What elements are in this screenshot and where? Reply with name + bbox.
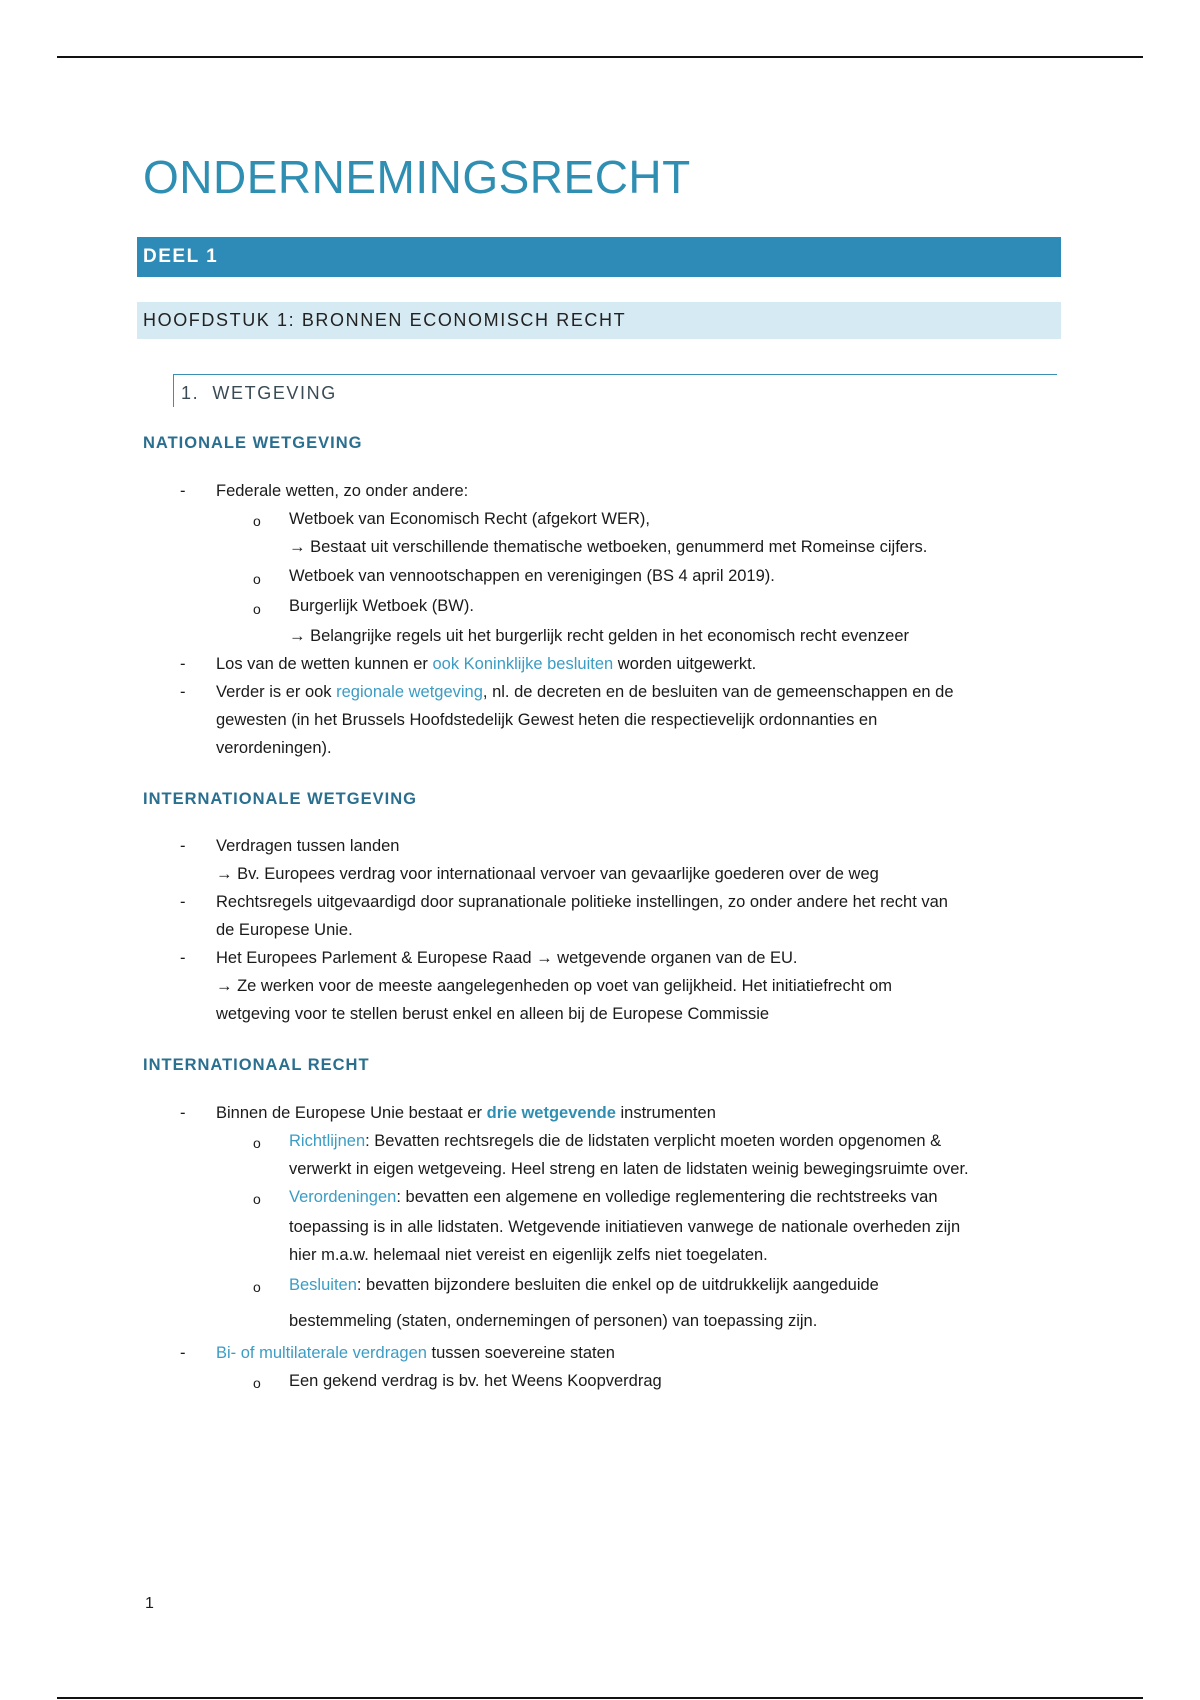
list-item [289, 1132, 941, 1151]
list-item [289, 1276, 879, 1295]
list-item [216, 1344, 615, 1363]
list-item: Wetboek van Economisch Recht (afgekort WER), [289, 510, 651, 528]
bullet-dash: - [180, 837, 186, 855]
bottom-rule [57, 1697, 1143, 1699]
chapter-heading: HOOFDSTUK 1: BRONNEN ECONOMISCH RECHT [137, 302, 1061, 339]
text-run: , nl. de decreten en de besluiten van de gemeenschappen en de [482, 683, 954, 701]
highlight-text: drie wetgevende [486, 1104, 616, 1122]
highlight-text: Besluiten [289, 1276, 357, 1294]
highlight-text: ook Koninklijke besluiten [432, 655, 614, 673]
list-item-continuation: de Europese Unie. [216, 921, 353, 939]
list-item: Federale wetten, zo onder andere: [216, 482, 469, 500]
list-item [289, 1188, 938, 1207]
section-heading [173, 374, 1057, 407]
list-item-continuation: gewesten (in het Brussels Hoofdstedelijk Gewest heten die respectievelijk ordonnanties en [216, 711, 878, 729]
section-number: 1. [181, 383, 200, 403]
text-run: worden uitgewerkt. [613, 655, 757, 673]
text-run: Los van de wetten kunnen er [216, 655, 433, 673]
bullet-circle: o [253, 1135, 261, 1151]
list-item-continuation: → Bv. Europees verdrag voor internationaal vervoer van gevaarlijke goederen over de weg [216, 865, 879, 883]
list-item-continuation: verwerkt in eigen wetgeveing. Heel streng en laten de lidstaten weinig bewegingsruimte over. [289, 1160, 969, 1178]
text-run: : Bevatten rechtsregels die de lidstaten verplicht moeten worden opgenomen & [365, 1132, 942, 1150]
subheading-nationale: NATIONALE WETGEVING [143, 434, 363, 452]
bullet-dash: - [180, 949, 186, 967]
list-item: Verdragen tussen landen [216, 837, 400, 855]
bullet-dash: - [180, 1104, 186, 1122]
highlight-text: regionale wetgeving [336, 683, 483, 701]
text-run: tussen soevereine staten [426, 1344, 615, 1362]
bullet-circle: o [253, 571, 261, 587]
text-run: : bevatten bijzondere besluiten die enkel op de uitdrukkelijk aangeduide [356, 1276, 879, 1294]
list-item-continuation: verordeningen). [216, 739, 332, 757]
list-item-continuation: → Belangrijke regels uit het burgerlijk recht gelden in het economisch recht evenzeer [289, 627, 909, 645]
list-item: Wetboek van vennootschappen en verenigingen (BS 4 april 2019). [289, 567, 775, 585]
list-item-continuation: toepassing is in alle lidstaten. Wetgevende initiatieven vanwege de nationale overheden zijn [289, 1218, 961, 1236]
bullet-dash: - [180, 1344, 186, 1362]
page-number: 1 [145, 1595, 154, 1612]
list-item: Burgerlijk Wetboek (BW). [289, 597, 474, 615]
bullet-dash: - [180, 683, 186, 701]
bullet-circle: o [253, 601, 261, 617]
text-run: Verder is er ook [216, 683, 337, 701]
list-item-continuation: bestemmeling (staten, ondernemingen of personen) van toepassing zijn. [289, 1312, 818, 1330]
list-item-continuation: → Ze werken voor de meeste aangelegenheden op voet van gelijkheid. Het initiatiefrecht om [216, 977, 892, 995]
list-item [216, 683, 954, 702]
bullet-circle: o [253, 1279, 261, 1295]
text-run: : bevatten een algemene en volledige reglementering die rechtstreeks van [396, 1188, 938, 1206]
list-item [216, 1104, 716, 1123]
highlight-text: Bi- of multilaterale verdragen [216, 1344, 427, 1362]
subheading-internationale: INTERNATIONALE WETGEVING [143, 790, 417, 808]
bullet-dash: - [180, 655, 186, 673]
bullet-dash: - [180, 893, 186, 911]
top-rule [57, 56, 1143, 58]
section-label: WETGEVING [212, 383, 337, 403]
part-heading: DEEL 1 [137, 237, 1061, 277]
list-item-continuation: wetgeving voor te stellen berust enkel en alleen bij de Europese Commissie [216, 1005, 770, 1023]
subheading-internationaal-recht: INTERNATIONAAL RECHT [143, 1056, 370, 1074]
list-item: Het Europees Parlement & Europese Raad → wetgevende organen van de EU. [216, 949, 798, 967]
text-run: Binnen de Europese Unie bestaat er [216, 1104, 487, 1122]
list-item-continuation: → Bestaat uit verschillende thematische wetboeken, genummerd met Romeinse cijfers. [289, 538, 928, 556]
text-run: instrumenten [615, 1104, 716, 1122]
list-item: Een gekend verdrag is bv. het Weens Koopverdrag [289, 1372, 662, 1390]
bullet-circle: o [253, 513, 261, 529]
highlight-text: Verordeningen [289, 1188, 397, 1206]
highlight-text: Richtlijnen [289, 1132, 366, 1150]
list-item-continuation: hier m.a.w. helemaal niet vereist en eigenlijk zelfs niet toegelaten. [289, 1246, 768, 1264]
bullet-circle: o [253, 1191, 261, 1207]
list-item [216, 655, 756, 674]
bullet-dash: - [180, 482, 186, 500]
bullet-circle: o [253, 1375, 261, 1391]
list-item: Rechtsregels uitgevaardigd door supranationale politieke instellingen, zo onder andere het recht van [216, 893, 948, 911]
document-title: ONDERNEMINGSRECHT [143, 151, 691, 203]
